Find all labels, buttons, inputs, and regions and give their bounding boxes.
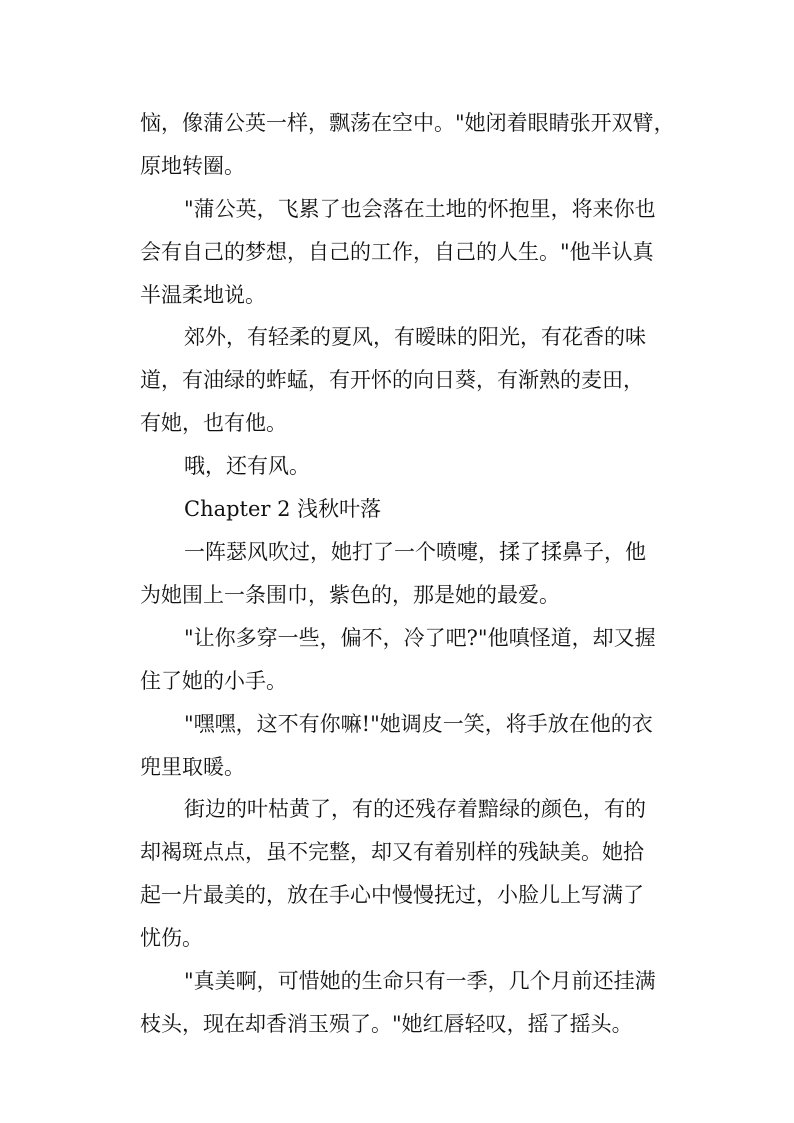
text-line-15: "嘿嘿，这不有你嘛!"她调皮一笑，将手放在他的衣 [184,712,653,736]
text-line-21: "真美啊，可惜她的生命只有一季，几个月前还挂满 [184,969,656,993]
text-line-3: "蒲公英，飞累了也会落在土地的怀抱里，将来你也 [184,197,656,221]
text-line-20: 忧伤。 [140,926,203,950]
text-line-2: 原地转圈。 [140,154,245,178]
text-line-12: 为她围上一条围巾，紫色的，那是她的最爱。 [140,583,560,607]
text-line-19: 起一片最美的，放在手心中慢慢抚过，小脸儿上写满了 [140,883,644,907]
text-line-4: 会有自己的梦想，自己的工作，自己的人生。"他半认真 [140,240,654,264]
text-line-5: 半温柔地说。 [140,283,266,307]
text-line-17: 街边的叶枯黄了，有的还残存着黯绿的颜色，有的 [184,797,646,821]
text-line-6: 郊外，有轻柔的夏风，有暧昧的阳光，有花香的味 [184,325,646,349]
text-line-8: 有她，也有他。 [140,411,287,435]
text-line-22: 枝头，现在却香消玉殒了。"她红唇轻叹，摇了摇头。 [140,1012,633,1036]
text-line-18: 却褐斑点点，虽不完整，却又有着别样的残缺美。她拾 [140,840,644,864]
text-line-14: 住了她的小手。 [140,669,287,693]
chapter-heading: Chapter 2 浅秋叶落 [184,497,382,521]
text-line-7: 道，有油绿的蚱蜢，有开怀的向日葵，有渐熟的麦田， [140,368,644,392]
text-line-13: "让你多穿一些，偏不，冷了吧?"他嗔怪道，却又握 [184,626,656,650]
text-line-1: 恼，像蒲公英一样，飘荡在空中。"她闭着眼睛张开双臂， [140,111,675,135]
text-line-11: 一阵瑟风吹过，她打了一个喷嚏，揉了揉鼻子，他 [184,540,646,564]
text-line-9: 哦，还有风。 [184,454,310,478]
text-line-16: 兜里取暖。 [140,755,245,779]
